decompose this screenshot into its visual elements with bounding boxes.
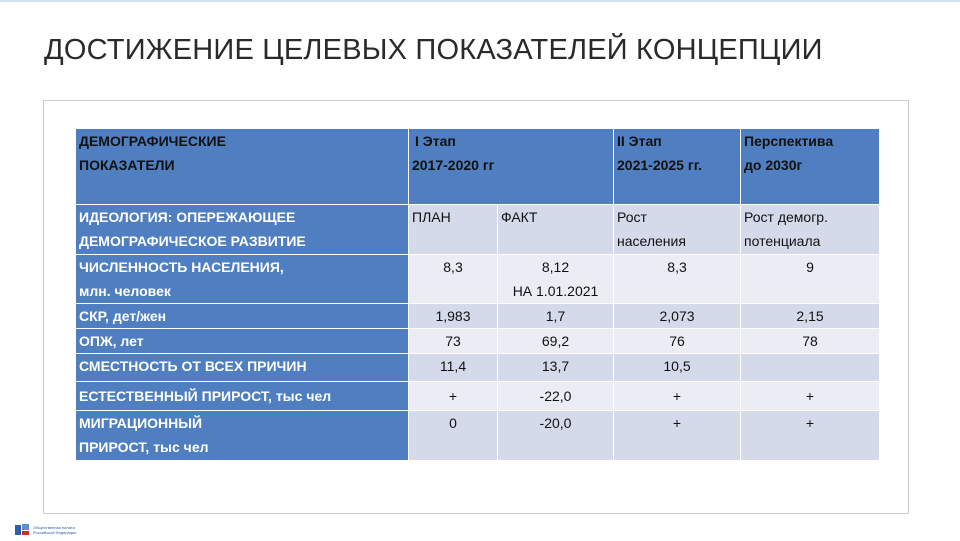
outlook-cell: + [741,382,880,411]
subheader-outlook [741,205,880,255]
logo-text-line1: Общественная палата [33,525,75,530]
logo-text [33,525,77,535]
civic-chamber-logo [14,522,98,538]
table-row [76,411,880,461]
header-indicators-line1: ДЕМОГРАФИЧЕСКИЕ [79,133,226,149]
fact-cell-line1: 8,12 [541,259,570,275]
subheader-stage2-line1: Рост [617,209,647,225]
civic-chamber-emblem-icon [14,523,30,537]
plan-cell: 1,983 [409,304,498,329]
row-label-line2: млн. человек [79,283,171,299]
row-label-line2: ПРИРОСТ, тыс чел [79,439,209,455]
subheader-fact: ФАКТ [498,205,614,255]
row-label-line1: МИГРАЦИОННЫЙ [79,415,203,431]
stage2-cell: 10,5 [614,354,741,382]
outlook-cell: 9 [741,255,880,304]
row-label: СМЕСТНОСТЬ ОТ ВСЕХ ПРИЧИН [76,354,409,382]
fact-cell: 1,7 [498,304,614,329]
stage2-cell: + [614,382,741,411]
plan-cell: + [409,382,498,411]
table-header-row [76,129,880,205]
header-stage1 [409,129,614,205]
header-indicators-line2: ПОКАЗАТЕЛИ [79,157,175,173]
fact-cell: 69,2 [498,329,614,354]
indicators-table [75,128,880,461]
plan-cell: 11,4 [409,354,498,382]
plan-cell: 0 [409,411,498,461]
header-stage1-line1: I Этап [415,133,456,149]
row-label: ОПЖ, лет [76,329,409,354]
subheader-outlook-line2: потенциала [744,233,821,249]
row-label-line1: ЧИСЛЕННОСТЬ НАСЕЛЕНИЯ, [79,259,284,275]
plan-cell: 73 [409,329,498,354]
plan-cell: 8,3 [409,255,498,304]
header-stage2-line1: II Этап [617,133,662,149]
table-subheader-row [76,205,880,255]
subheader-label [76,205,409,255]
outlook-cell: + [741,411,880,461]
row-label: СКР, дет/жен [76,304,409,329]
outlook-cell: 2,15 [741,304,880,329]
header-stage2-line2: 2021-2025 гг. [617,157,703,173]
subheader-label-line1: ИДЕОЛОГИЯ: ОПЕРЕЖАЮЩЕЕ [79,209,296,225]
stage2-cell: 2,073 [614,304,741,329]
fact-cell: -22,0 [498,382,614,411]
stage2-cell: + [614,411,741,461]
slide-title: ДОСТИЖЕНИЕ ЦЕЛЕВЫХ ПОКАЗАТЕЛЕЙ КОНЦЕПЦИИ [44,34,823,66]
subheader-outlook-line1: Рост демогр. [744,209,828,225]
fact-cell: 13,7 [498,354,614,382]
outlook-cell [741,354,880,382]
table-row [76,304,880,329]
header-outlook-line2: до 2030г [744,157,803,173]
logo-text-line2: Российской Федерации [33,530,77,535]
row-label: ЕСТЕСТВЕННЫЙ ПРИРОСТ, тыс чел [76,382,409,411]
row-label [76,255,409,304]
table-row [76,255,880,304]
subheader-stage2-line2: населения [617,233,686,249]
header-outlook-line1: Перспектива [744,133,834,149]
top-rule [0,0,960,2]
fact-cell-line2: НА 1.01.2021 [512,283,599,299]
outlook-cell: 78 [741,329,880,354]
row-label [76,411,409,461]
fact-cell: -20,0 [498,411,614,461]
table-row [76,382,880,411]
table-row [76,354,880,382]
subheader-stage2 [614,205,741,255]
fact-cell [498,255,614,304]
header-outlook [741,129,880,205]
header-indicators [76,129,409,205]
table-row [76,329,880,354]
header-stage1-line2: 2017-2020 гг [412,157,495,173]
stage2-cell: 8,3 [614,255,741,304]
stage2-cell: 76 [614,329,741,354]
subheader-plan: ПЛАН [409,205,498,255]
header-stage2 [614,129,741,205]
subheader-label-line2: ДЕМОГРАФИЧЕСКОЕ РАЗВИТИЕ [79,233,306,249]
